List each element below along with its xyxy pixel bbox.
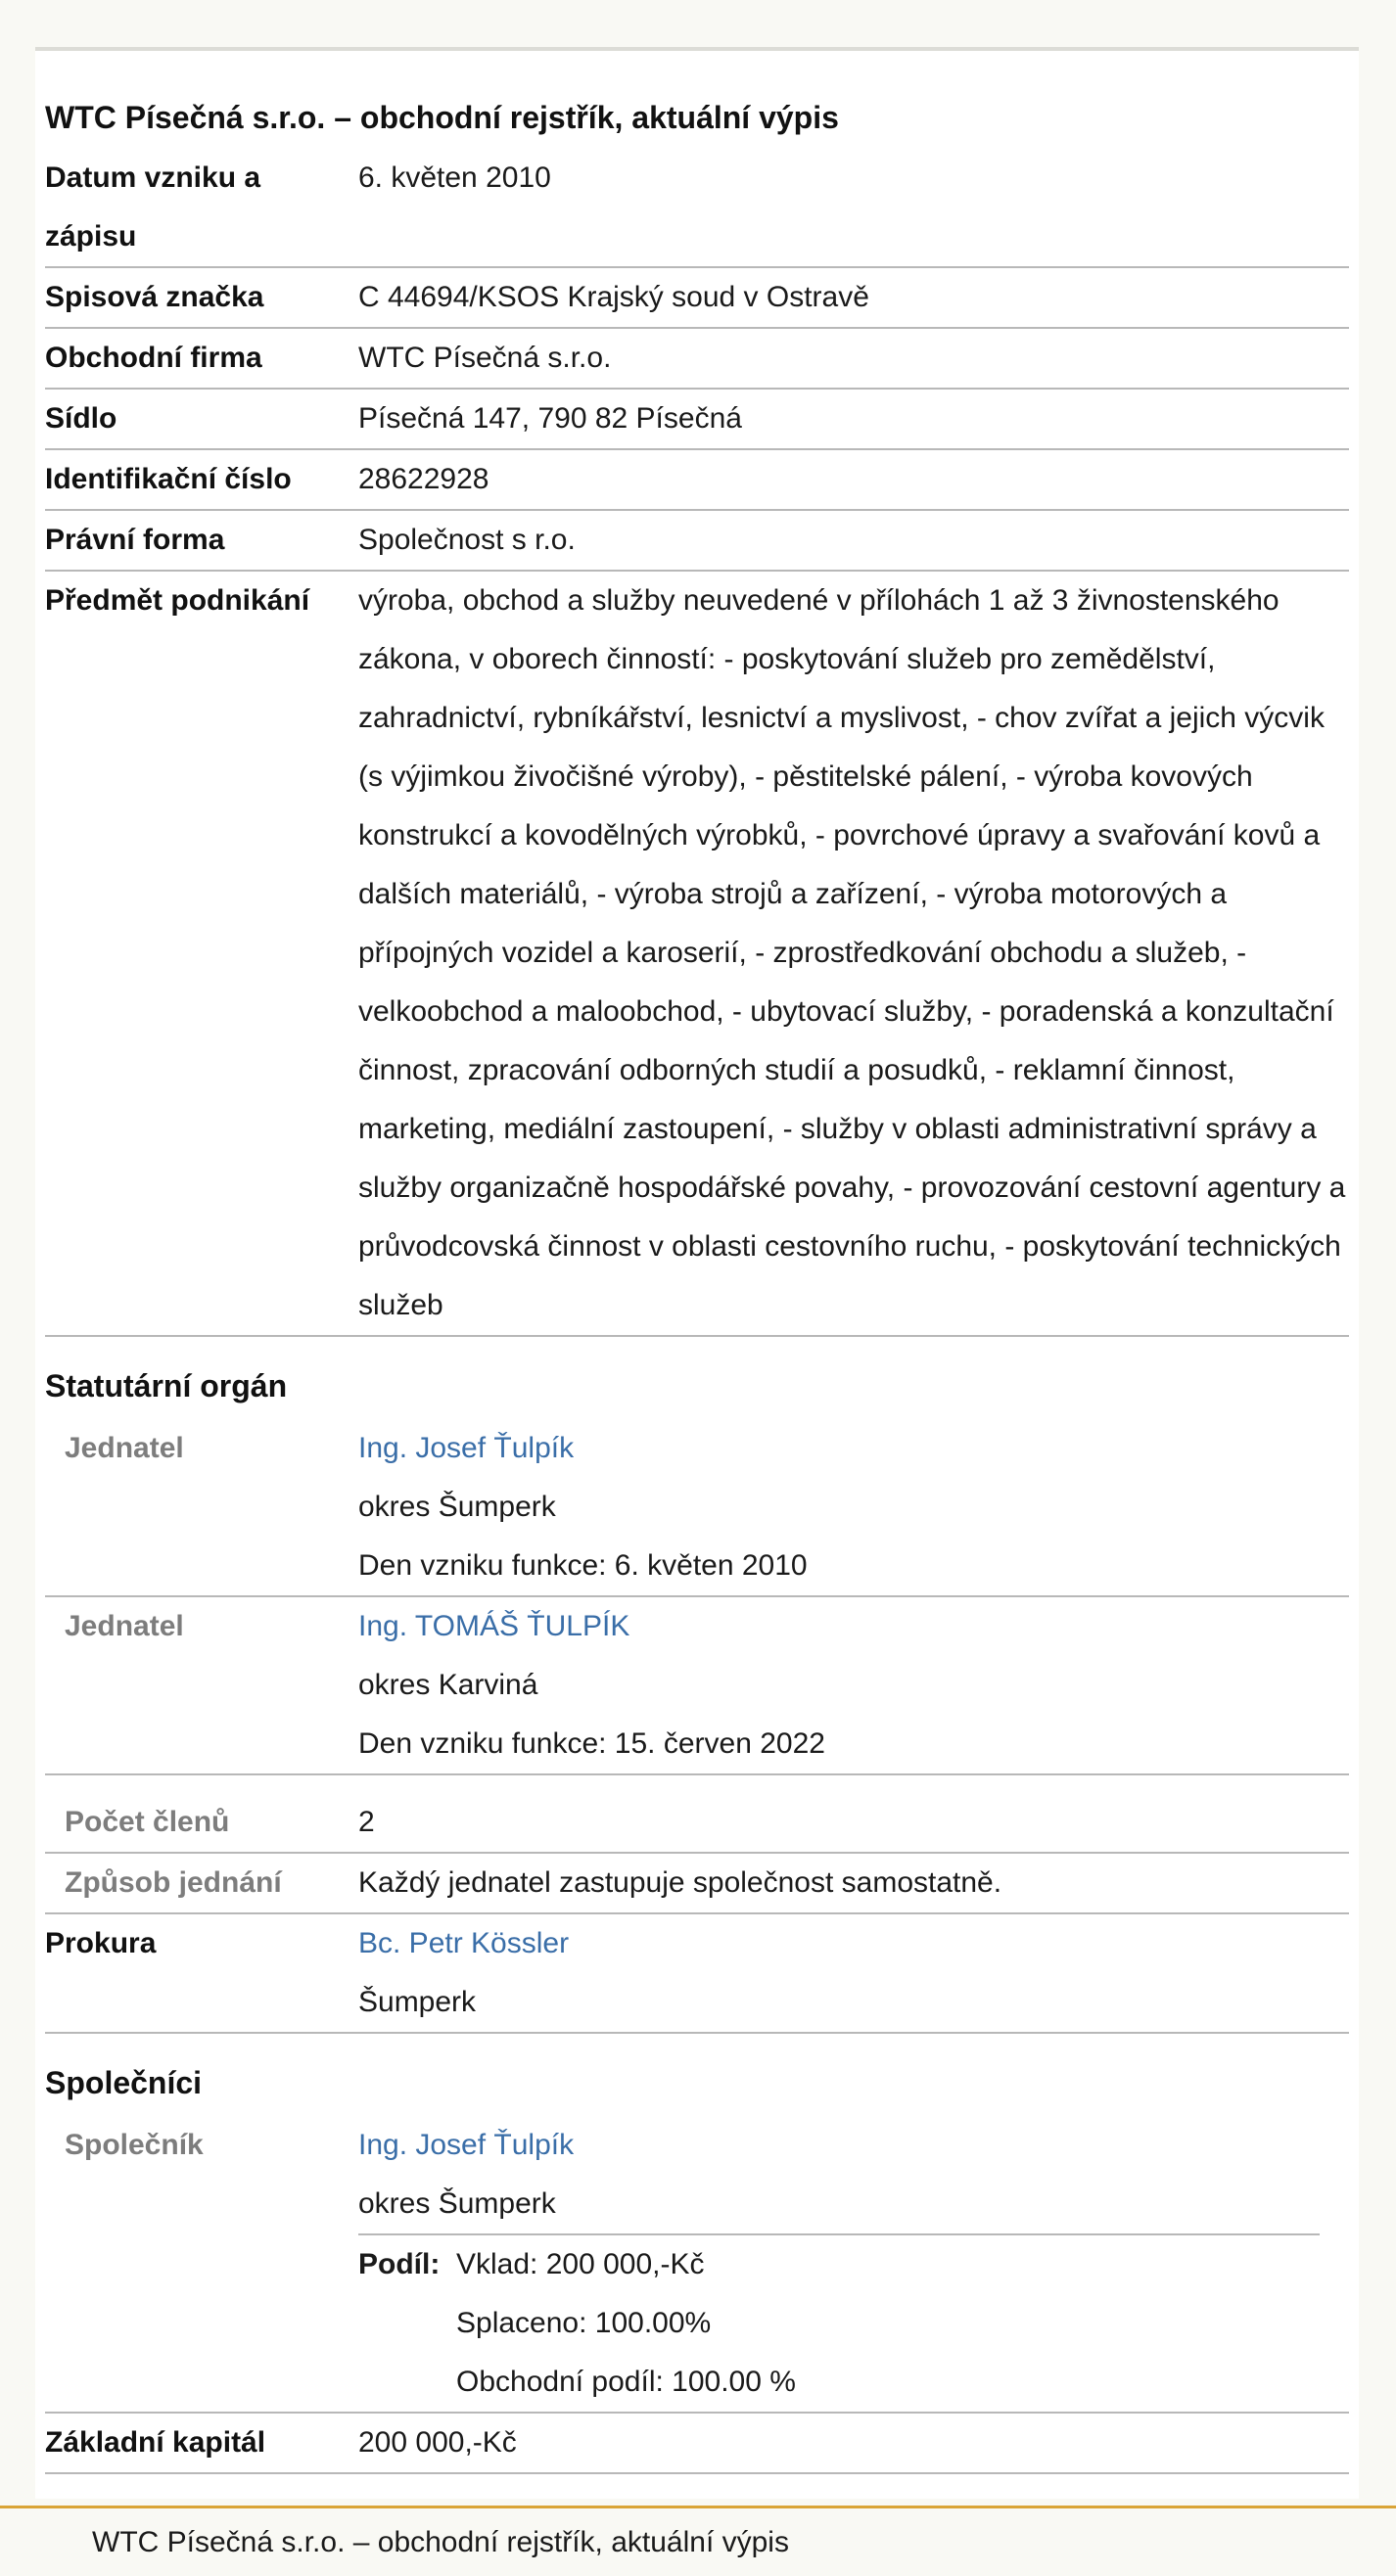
row-forma [45, 511, 1349, 572]
value-kapital: 200 000,-Kč [358, 2426, 517, 2459]
row-prokura [45, 1914, 1349, 2034]
podil-label: Podíl: [358, 2248, 441, 2280]
predmet-line: (s výjimkou živočišné výroby), - pěstitelské pálení, - výroba kovových [358, 760, 1253, 793]
value-predmet [358, 572, 1349, 1335]
value-pocet: 2 [358, 1806, 375, 1838]
predmet-line: marketing, mediální zastoupení, - služby v oblasti administrativní správy a [358, 1113, 1317, 1145]
value-firma: WTC Písečná s.r.o. [358, 342, 612, 374]
predmet-line: konstrukcí a kovodělných výrobků, - povrchové úpravy a svařování kovů a [358, 819, 1321, 851]
row-zpusob [45, 1854, 1349, 1914]
label-sidlo: Sídlo [45, 402, 117, 435]
label-forma: Právní forma [45, 524, 225, 556]
podil-splaceno: Splaceno: 100.00% [456, 2307, 712, 2339]
spolecnik-details [358, 2116, 1349, 2412]
label-datum: Datum vzniku a zápisu [45, 161, 261, 253]
podil-block [358, 2233, 1320, 2412]
value-datum: 6. květen 2010 [358, 161, 551, 194]
label-predmet: Předmět podnikání [45, 584, 310, 617]
value-zpusob: Každý jednatel zastupuje společnost samostatně. [358, 1866, 1002, 1899]
label-prokura: Prokura [45, 1927, 157, 1959]
row-firma [45, 329, 1349, 390]
predmet-line: služeb [358, 1289, 443, 1321]
spolecnik-role: Společník [65, 2129, 204, 2161]
label-firma: Obchodní firma [45, 342, 262, 374]
member-district: okres Šumperk [358, 1491, 556, 1523]
row-sidlo [45, 390, 1349, 450]
page-title: WTC Písečná s.r.o. – obchodní rejstřík, aktuální výpis [45, 100, 839, 135]
row-datum [45, 149, 1349, 268]
member-role: Jednatel [65, 1610, 184, 1642]
podil-obchodni: Obchodní podíl: 100.00 % [456, 2366, 796, 2398]
member-since: Den vzniku funkce: 15. červen 2022 [358, 1727, 825, 1760]
spolecnik-name-link[interactable]: Ing. Josef Ťulpík [358, 2129, 575, 2161]
value-forma: Společnost s r.o. [358, 524, 576, 556]
predmet-line: velkoobchod a maloobchod, - ubytovací služby, - poradenská a konzultační [358, 995, 1334, 1028]
spolecnik-district: okres Šumperk [358, 2187, 556, 2220]
prokura-place: Šumperk [358, 1986, 477, 2018]
member-details [358, 1419, 1349, 1595]
member-name-link[interactable]: Ing. TOMÁŠ ŤULPÍK [358, 1610, 630, 1642]
value-prokura [358, 1914, 1349, 2032]
row-spolecnik [45, 2116, 1349, 2414]
register-card [35, 47, 1359, 2499]
spacer [45, 1775, 1349, 1793]
section-spolecnici: Společníci [45, 2065, 203, 2100]
row-spisova [45, 268, 1349, 329]
page-footer: WTC Písečná s.r.o. – obchodní rejstřík, aktuální výpis [0, 2506, 1396, 2576]
section-statutarni: Statutární orgán [45, 1368, 288, 1403]
member-since: Den vzniku funkce: 6. květen 2010 [358, 1549, 808, 1582]
member-row [45, 1419, 1349, 1597]
row-pocet [45, 1793, 1349, 1854]
label-ico: Identifikační číslo [45, 463, 292, 495]
member-role: Jednatel [65, 1432, 184, 1464]
predmet-line: zákona, v oborech činností: - poskytování služeb pro zemědělství, [358, 643, 1216, 675]
member-name-link[interactable]: Ing. Josef Ťulpík [358, 1432, 575, 1464]
predmet-line: služby organizačně hospodářské povahy, - provozování cestovní agentury a [358, 1172, 1346, 1204]
label-pocet: Počet členů [65, 1806, 230, 1838]
member-row [45, 1597, 1349, 1775]
predmet-line: výroba, obchod a služby neuvedené v přílohách 1 až 3 živnostenského [358, 584, 1280, 617]
member-district: okres Karviná [358, 1669, 538, 1701]
predmet-line: dalších materiálů, - výroba strojů a zařízení, - výroba motorových a [358, 878, 1228, 910]
podil-values [456, 2235, 1320, 2412]
row-predmet [45, 572, 1349, 1337]
predmet-line: průvodcovská činnost v oblasti cestovního ruchu, - poskytování technických [358, 1230, 1341, 1263]
row-kapital [45, 2414, 1349, 2474]
value-sidlo: Písečná 147, 790 82 Písečná [358, 402, 742, 435]
podil-vklad: Vklad: 200 000,-Kč [456, 2248, 705, 2280]
label-spisova: Spisová značka [45, 281, 264, 313]
value-spisova: C 44694/KSOS Krajský soud v Ostravě [358, 281, 869, 313]
member-details [358, 1597, 1349, 1773]
label-kapital: Základní kapitál [45, 2426, 266, 2459]
label-zpusob: Způsob jednání [65, 1866, 282, 1899]
predmet-line: činnost, zpracování odborných studií a posudků, - reklamní činnost, [358, 1054, 1235, 1086]
predmet-line: zahradnictví, rybníkářství, lesnictví a myslivost, - chov zvířat a jejich výcvik [358, 702, 1325, 734]
predmet-line: přípojných vozidel a karoserií, - zprostředkování obchodu a služeb, - [358, 937, 1247, 969]
prokura-name-link[interactable]: Bc. Petr Kössler [358, 1927, 570, 1959]
row-ico [45, 450, 1349, 511]
value-ico: 28622928 [358, 463, 489, 495]
